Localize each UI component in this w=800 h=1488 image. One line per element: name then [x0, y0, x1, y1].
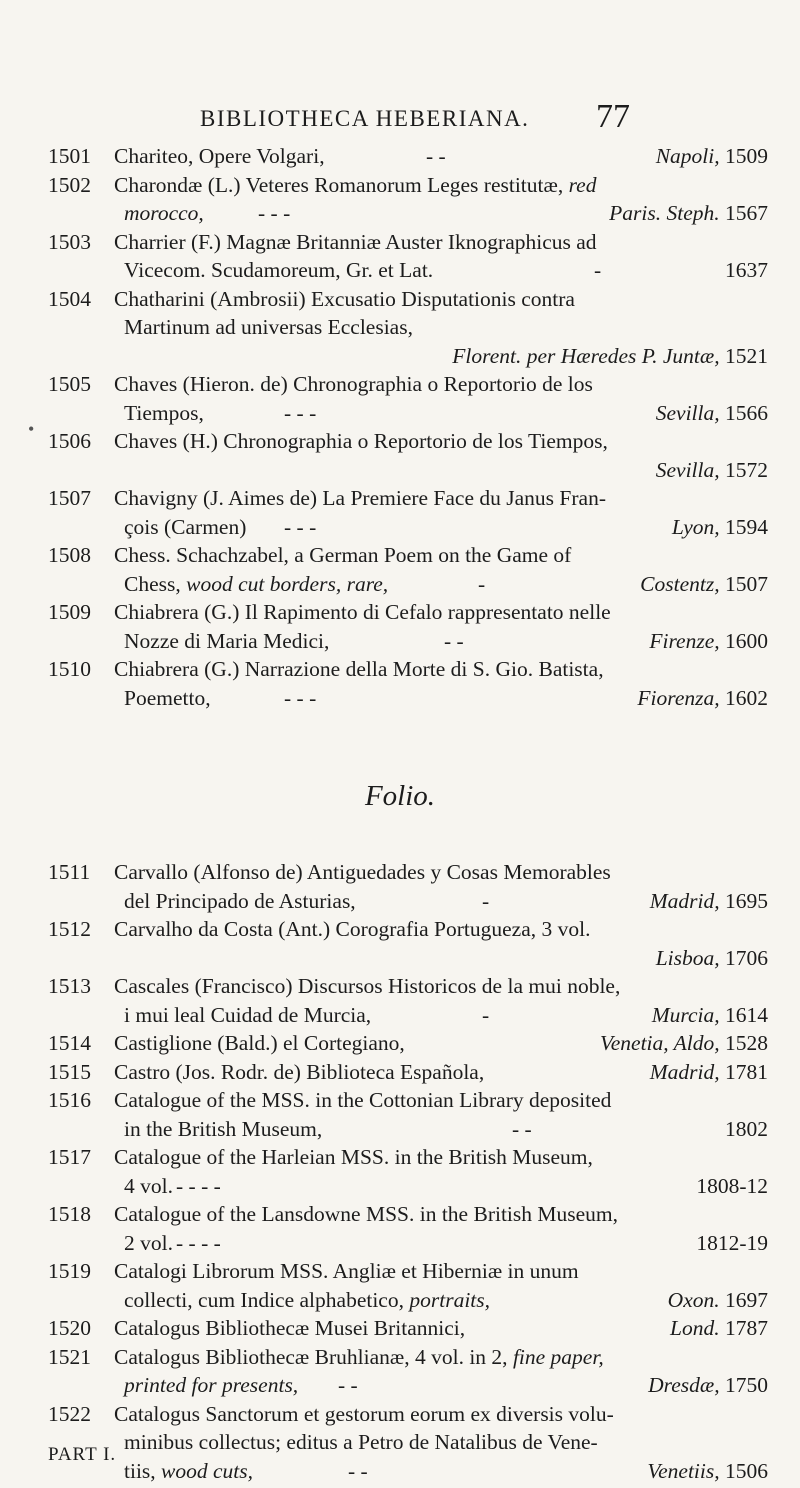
entry-number: 1511	[48, 860, 91, 884]
entry-number: 1505	[48, 372, 91, 396]
entry-line: Cascales (Francisco) Discursos Historicos de la mui noble,	[114, 974, 621, 998]
entry-title: Castiglione (Bald.) el Cortegiano,	[114, 1031, 405, 1055]
entry-place: Costentz,	[640, 571, 720, 596]
entry-note: portraits,	[409, 1287, 491, 1312]
entry-year: 1528	[725, 1031, 768, 1055]
entry-line: Charrier (F.) Magnæ Britanniæ Auster Iknographicus ad	[114, 229, 597, 254]
entry-line: Catalogi Librorum MSS. Angliæ et Hiberniæ in unum	[114, 1259, 579, 1283]
entry-line: Martinum ad universas Ecclesias,	[124, 315, 413, 339]
leader-dashes: - -	[338, 1373, 358, 1397]
entry-place: Venetia, Aldo,	[599, 1031, 720, 1055]
entry-binding: morocco,	[124, 201, 204, 225]
catalogue-entry	[48, 1400, 768, 1486]
catalogue-entry	[48, 858, 768, 915]
entry-title: Vicecom. Scudamoreum, Gr. et Lat.	[124, 258, 434, 282]
catalogue-entry	[48, 1314, 768, 1343]
entry-year: 1637	[725, 258, 768, 282]
entry-title: tiis,	[124, 1458, 156, 1483]
entry-year: 1802	[725, 1116, 768, 1141]
entry-place: Fiorenza,	[637, 685, 720, 710]
entry-title: Chess,	[124, 571, 181, 596]
leader-dashes: -	[482, 1002, 490, 1027]
catalogue-entry	[48, 598, 768, 655]
leader-dashes: -	[482, 888, 490, 913]
catalogue-entry	[48, 1029, 768, 1058]
entry-line: Catalogue of the Lansdowne MSS. in the British Museum,	[114, 1202, 619, 1226]
entry-year: 1507	[725, 571, 768, 596]
entry-note: wood cuts,	[161, 1458, 254, 1483]
entry-year: 1506	[725, 1458, 768, 1483]
entry-number: 1501	[48, 144, 91, 168]
catalogue-entry	[48, 370, 768, 427]
entry-note: printed for presents,	[124, 1373, 299, 1397]
entry-number: 1509	[48, 600, 91, 624]
entry-binding: red	[568, 172, 597, 197]
catalogue-entry	[48, 1143, 768, 1200]
entry-year: 1750	[725, 1373, 768, 1397]
entry-place: Paris. Steph.	[609, 201, 720, 225]
leader-dashes: - - - -	[176, 1230, 221, 1255]
entry-number: 1512	[48, 917, 91, 941]
entry-number: 1515	[48, 1059, 91, 1084]
entry-imprint	[650, 887, 768, 916]
entry-line: Catalogue of the MSS. in the Cottonian Library deposited	[114, 1088, 612, 1112]
entry-year: 1594	[725, 514, 768, 539]
entry-year: 1706	[725, 945, 768, 970]
catalogue-entry	[48, 1058, 768, 1087]
entry-year: 1572	[725, 457, 768, 482]
entry-imprint	[650, 1058, 768, 1087]
entry-number: 1503	[48, 229, 91, 254]
catalogue-entry	[48, 142, 768, 171]
leader-dashes: - - -	[258, 201, 291, 225]
entry-imprint	[656, 399, 768, 428]
entry-line	[48, 1172, 768, 1201]
entry-title: Catalogus Bibliothecæ Musei Britannici,	[114, 1316, 466, 1340]
catalogue-entry	[48, 1257, 768, 1314]
leader-dashes: - - -	[284, 685, 317, 710]
folio-entry-list	[48, 858, 768, 1485]
leader-dashes: - - - -	[176, 1173, 221, 1198]
entry-line	[48, 1286, 768, 1315]
catalogue-entry	[48, 655, 768, 712]
entry-imprint	[647, 1457, 768, 1486]
entry-place: Sevilla,	[655, 400, 720, 425]
page-number: 77	[596, 98, 630, 135]
entry-year: 1602	[725, 685, 768, 710]
entry-line	[48, 1029, 768, 1058]
entry-line: Chaves (H.) Chronographia o Reportorio de los Tiempos,	[114, 429, 608, 453]
entry-imprint	[600, 1029, 768, 1058]
entry-year: 1566	[725, 400, 768, 425]
entry-place: Florent. per Hæredes P. Juntæ,	[452, 343, 720, 368]
entry-line	[48, 627, 768, 656]
entry-number: 1506	[48, 429, 91, 453]
entry-line	[48, 1314, 768, 1343]
leader-dashes: - -	[426, 144, 446, 168]
entry-year: 1614	[725, 1002, 768, 1027]
entry-number: 1507	[48, 486, 91, 510]
entry-line	[48, 142, 768, 171]
entry-line: Chatharini (Ambrosii) Excusatio Disputationis contra	[114, 286, 575, 311]
entry-line	[48, 456, 768, 485]
entry-imprint	[652, 1001, 768, 1030]
catalogue-entry	[48, 541, 768, 598]
entry-year: 1808-12	[696, 1173, 768, 1198]
entry-line	[48, 399, 768, 428]
entry-note: fine paper,	[512, 1344, 604, 1369]
entry-number: 1514	[48, 1031, 91, 1055]
entry-year: 1787	[725, 1316, 768, 1340]
entry-line: Carvallo (Alfonso de) Antiguedades y Cosas Memorables	[114, 860, 611, 884]
entry-title: Catalogus Bibliothecæ Bruhlianæ, 4 vol. in 2,	[114, 1344, 508, 1369]
entry-line	[48, 342, 768, 371]
entry-imprint	[670, 1314, 768, 1343]
entry-place: Oxon.	[667, 1287, 720, 1312]
entry-number: 1502	[48, 172, 91, 197]
leader-dashes: - -	[348, 1458, 368, 1483]
entry-line: Chess. Schachzabel, a German Poem on the Game of	[114, 543, 572, 567]
entry-number: 1518	[48, 1202, 91, 1226]
entry-note: wood cut borders, rare,	[186, 571, 389, 596]
entry-number: 1516	[48, 1088, 91, 1112]
entry-title: collecti, cum Indice alphabetico,	[124, 1287, 404, 1312]
entry-place: Venetiis,	[647, 1458, 720, 1483]
entry-imprint	[452, 342, 768, 371]
entry-line	[48, 1371, 768, 1400]
entry-line: Chavigny (J. Aimes de) La Premiere Face du Janus Fran-	[114, 486, 606, 510]
entry-year: 1695	[725, 888, 768, 913]
entry-place: Madrid,	[649, 888, 720, 913]
entry-place: Napoli,	[655, 144, 720, 168]
entry-line	[48, 1058, 768, 1087]
entry-title: Nozze di Maria Medici,	[124, 628, 330, 653]
entry-line	[48, 256, 768, 285]
catalogue-entry	[48, 285, 768, 371]
entry-imprint	[649, 627, 768, 656]
entry-place: Dresdæ,	[648, 1373, 720, 1397]
entry-line	[48, 684, 768, 713]
leader-dashes: - - -	[284, 400, 317, 425]
entry-line: minibus collectus; editus a Petro de Natalibus de Vene-	[124, 1430, 598, 1454]
catalogue-entry	[48, 1200, 768, 1257]
entry-line: Catalogus Sanctorum et gestorum eorum ex diversis volu-	[114, 1401, 614, 1426]
catalogue-entry	[48, 427, 768, 484]
entry-title: çois (Carmen)	[124, 514, 247, 539]
entry-imprint	[648, 1371, 768, 1400]
entry-year: 1509	[725, 144, 768, 168]
entry-line	[48, 513, 768, 542]
entry-year: 1812-19	[696, 1230, 768, 1255]
entry-imprint	[609, 199, 768, 228]
entry-title: Tiempos,	[124, 400, 204, 425]
entry-number: 1513	[48, 974, 91, 998]
entry-line: Catalogue of the Harleian MSS. in the British Museum,	[114, 1145, 593, 1169]
entry-title: 4 vol.	[124, 1173, 173, 1198]
entry-line: Chiabrera (G.) Il Rapimento di Cefalo rappresentato nelle	[114, 600, 611, 624]
leader-dashes: - -	[512, 1116, 532, 1141]
entry-imprint	[656, 944, 768, 973]
entry-line	[48, 887, 768, 916]
entry-year: 1697	[725, 1287, 768, 1312]
entry-title: Chariteo, Opere Volgari,	[114, 144, 325, 168]
entry-place: Lyon,	[671, 514, 720, 539]
octavo-entry-list	[48, 142, 768, 712]
entry-line: Chaves (Hieron. de) Chronographia o Reportorio de los	[114, 372, 593, 396]
margin-mark: •	[28, 419, 35, 439]
page-header	[200, 100, 630, 140]
entry-number: 1510	[48, 657, 91, 681]
entry-place: Madrid,	[649, 1059, 720, 1084]
entry-line: Chiabrera (G.) Narrazione della Morte di S. Gio. Batista,	[114, 657, 604, 681]
entry-line	[48, 1115, 768, 1144]
entry-year: 1781	[725, 1059, 768, 1084]
entry-title: Poemetto,	[124, 685, 211, 710]
entry-imprint	[668, 1286, 768, 1315]
entry-number: 1522	[48, 1401, 91, 1426]
catalogue-entry	[48, 972, 768, 1029]
entry-imprint	[672, 513, 768, 542]
entry-number: 1520	[48, 1316, 91, 1340]
entry-line	[48, 171, 768, 200]
entry-place: Sevilla,	[655, 457, 720, 482]
catalogue-entry	[48, 228, 768, 285]
entry-line	[48, 1229, 768, 1258]
entry-place: Murcia,	[651, 1002, 720, 1027]
entry-imprint	[640, 570, 768, 599]
entry-imprint	[637, 684, 768, 713]
running-title: BIBLIOTHECA HEBERIANA.	[200, 106, 530, 131]
entry-title: del Principado de Asturias,	[124, 888, 356, 913]
section-heading: Folio.	[364, 780, 436, 812]
entry-title: i mui leal Cuidad de Murcia,	[124, 1002, 372, 1027]
catalogue-entry	[48, 484, 768, 541]
entry-year: 1521	[725, 343, 768, 368]
leader-dashes: - - -	[284, 514, 317, 539]
entry-line	[48, 1001, 768, 1030]
entry-imprint	[656, 142, 768, 171]
entry-line	[48, 570, 768, 599]
entry-number: 1521	[48, 1344, 91, 1369]
entry-year: 1567	[725, 201, 768, 225]
signature-mark: PART I.	[48, 1444, 117, 1465]
catalogue-entry	[48, 915, 768, 972]
entry-title: Castro (Jos. Rodr. de) Biblioteca Española,	[114, 1059, 485, 1084]
catalogue-entry	[48, 1086, 768, 1143]
entry-number: 1519	[48, 1259, 91, 1283]
entry-title: 2 vol.	[124, 1230, 173, 1255]
catalogue-entry	[48, 171, 768, 228]
entry-line	[48, 1457, 768, 1486]
entry-line: Carvalho da Costa (Ant.) Corografia Portugueza, 3 vol.	[114, 917, 591, 941]
entry-place: Lisboa,	[655, 945, 720, 970]
entry-place: Firenze,	[649, 628, 720, 653]
entry-year: 1600	[725, 628, 768, 653]
entry-title: in the British Museum,	[124, 1116, 323, 1141]
catalogue-entry	[48, 1343, 768, 1400]
entry-line	[48, 944, 768, 973]
entry-number: 1508	[48, 543, 91, 567]
entry-imprint	[656, 456, 768, 485]
leader-dashes: -	[594, 258, 602, 282]
leader-dashes: - -	[444, 628, 464, 653]
leader-dashes: -	[478, 571, 486, 596]
entry-number: 1504	[48, 286, 91, 311]
entry-line	[48, 199, 768, 228]
entry-title: Charondæ (L.) Veteres Romanorum Leges restitutæ,	[114, 172, 564, 197]
entry-line	[48, 1343, 768, 1372]
entry-place: Lond.	[670, 1316, 720, 1340]
entry-number: 1517	[48, 1145, 91, 1169]
